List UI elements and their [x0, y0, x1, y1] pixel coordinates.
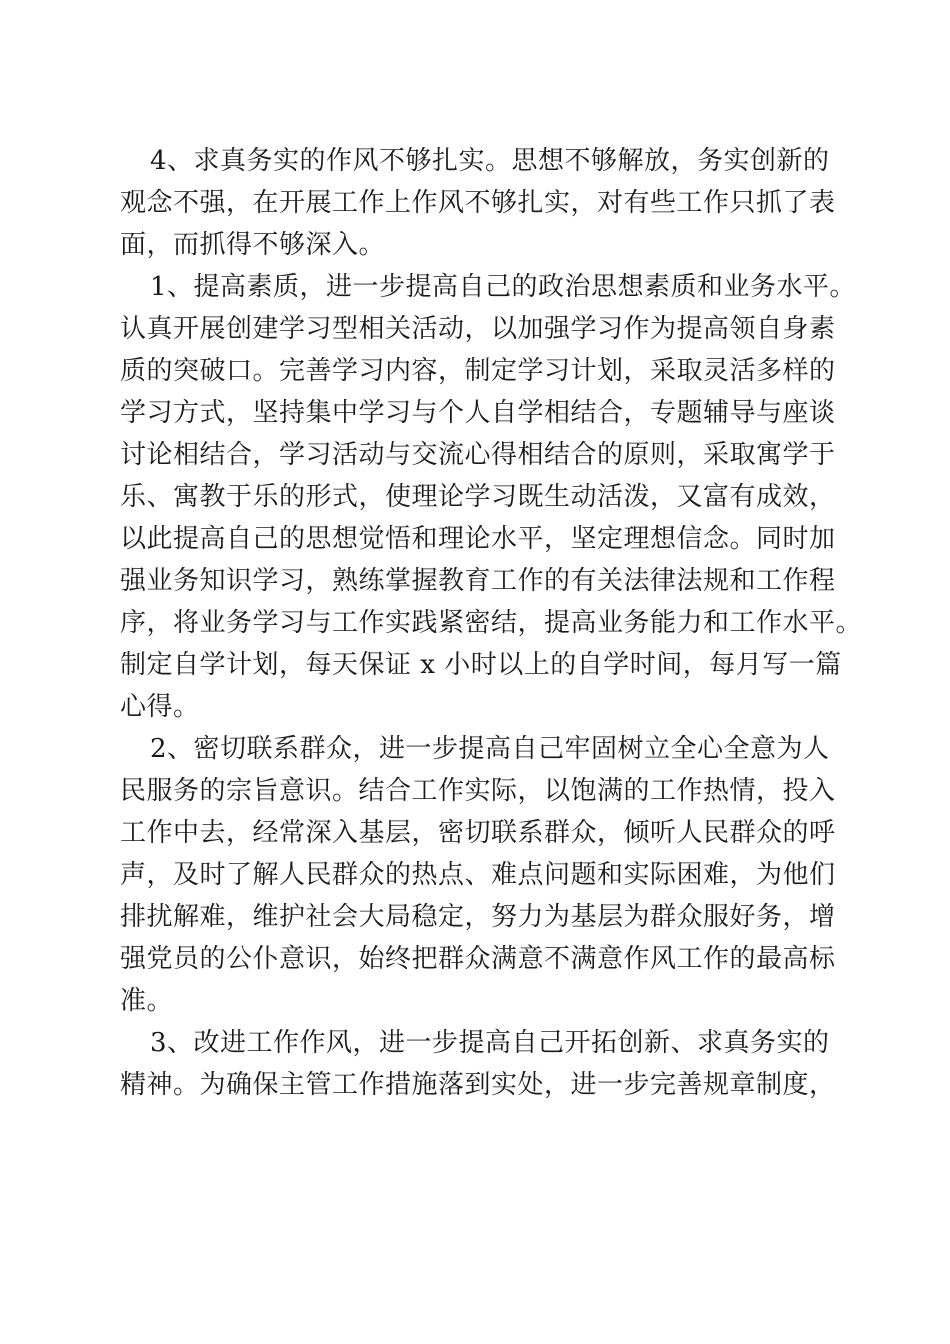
text-line: 声，及时了解人民群众的热点、难点问题和实际困难，为他们	[120, 860, 836, 890]
paragraph-2-contact-masses	[120, 728, 840, 1022]
text-line: 强党员的公仆意识，始终把群众满意不满意作风工作的最高标	[120, 944, 836, 974]
text-line: 1、提高素质，进一步提高自己的政治思想素质和业务水平。	[150, 272, 857, 302]
text-line: 强业务知识学习，熟练掌握教育工作的有关法律法规和工作程	[120, 566, 836, 596]
text-line: 乐、寓教于乐的形式，使理论学习既生动活泼，又富有成效，	[120, 482, 836, 512]
text-line: 认真开展创建学习型相关活动，以加强学习作为提高领自身素	[120, 314, 836, 344]
text-line: 学习方式，坚持集中学习与个人自学相结合，专题辅导与座谈	[120, 398, 836, 428]
text-line: 精神。为确保主管工作措施落到实处，进一步完善规章制度，	[120, 1070, 836, 1100]
text-line: 3、改进工作作风，进一步提高自己开拓创新、求真务实的	[150, 1028, 830, 1058]
text-line: 心得。	[120, 692, 200, 722]
text-line: 民服务的宗旨意识。结合工作实际，以饱满的工作热情，投入	[120, 776, 836, 806]
text-line: 4、求真务实的作风不够扎实。思想不够解放，务实创新的	[150, 146, 830, 176]
text-line: 2、密切联系群众，进一步提高自己牢固树立全心全意为人	[150, 734, 830, 764]
text-line: 序，将业务学习与工作实践紧密结，提高业务能力和工作水平。	[120, 608, 863, 638]
text-line: 面，而抓得不够深入。	[120, 230, 386, 260]
text-line: 工作中去，经常深入基层，密切联系群众，倾听人民群众的呼	[120, 818, 836, 848]
paragraph-1-improve-quality	[120, 266, 863, 728]
document-page	[120, 140, 863, 1106]
paragraph-3-improve-style	[120, 1022, 840, 1106]
text-line: 质的突破口。完善学习内容，制定学习计划，采取灵活多样的	[120, 356, 836, 386]
text-line: 观念不强，在开展工作上作风不够扎实，对有些工作只抓了表	[120, 188, 836, 218]
text-line: 制定自学计划，每天保证 x 小时以上的自学时间，每月写一篇	[120, 650, 842, 680]
text-line: 排扰解难，维护社会大局稳定，努力为基层为群众服好务，增	[120, 902, 836, 932]
text-line: 以此提高自己的思想觉悟和理论水平，坚定理想信念。同时加	[120, 524, 836, 554]
text-line: 准。	[120, 986, 174, 1016]
paragraph-4-work-style	[120, 140, 840, 266]
text-line: 讨论相结合，学习活动与交流心得相结合的原则，采取寓学于	[120, 440, 836, 470]
